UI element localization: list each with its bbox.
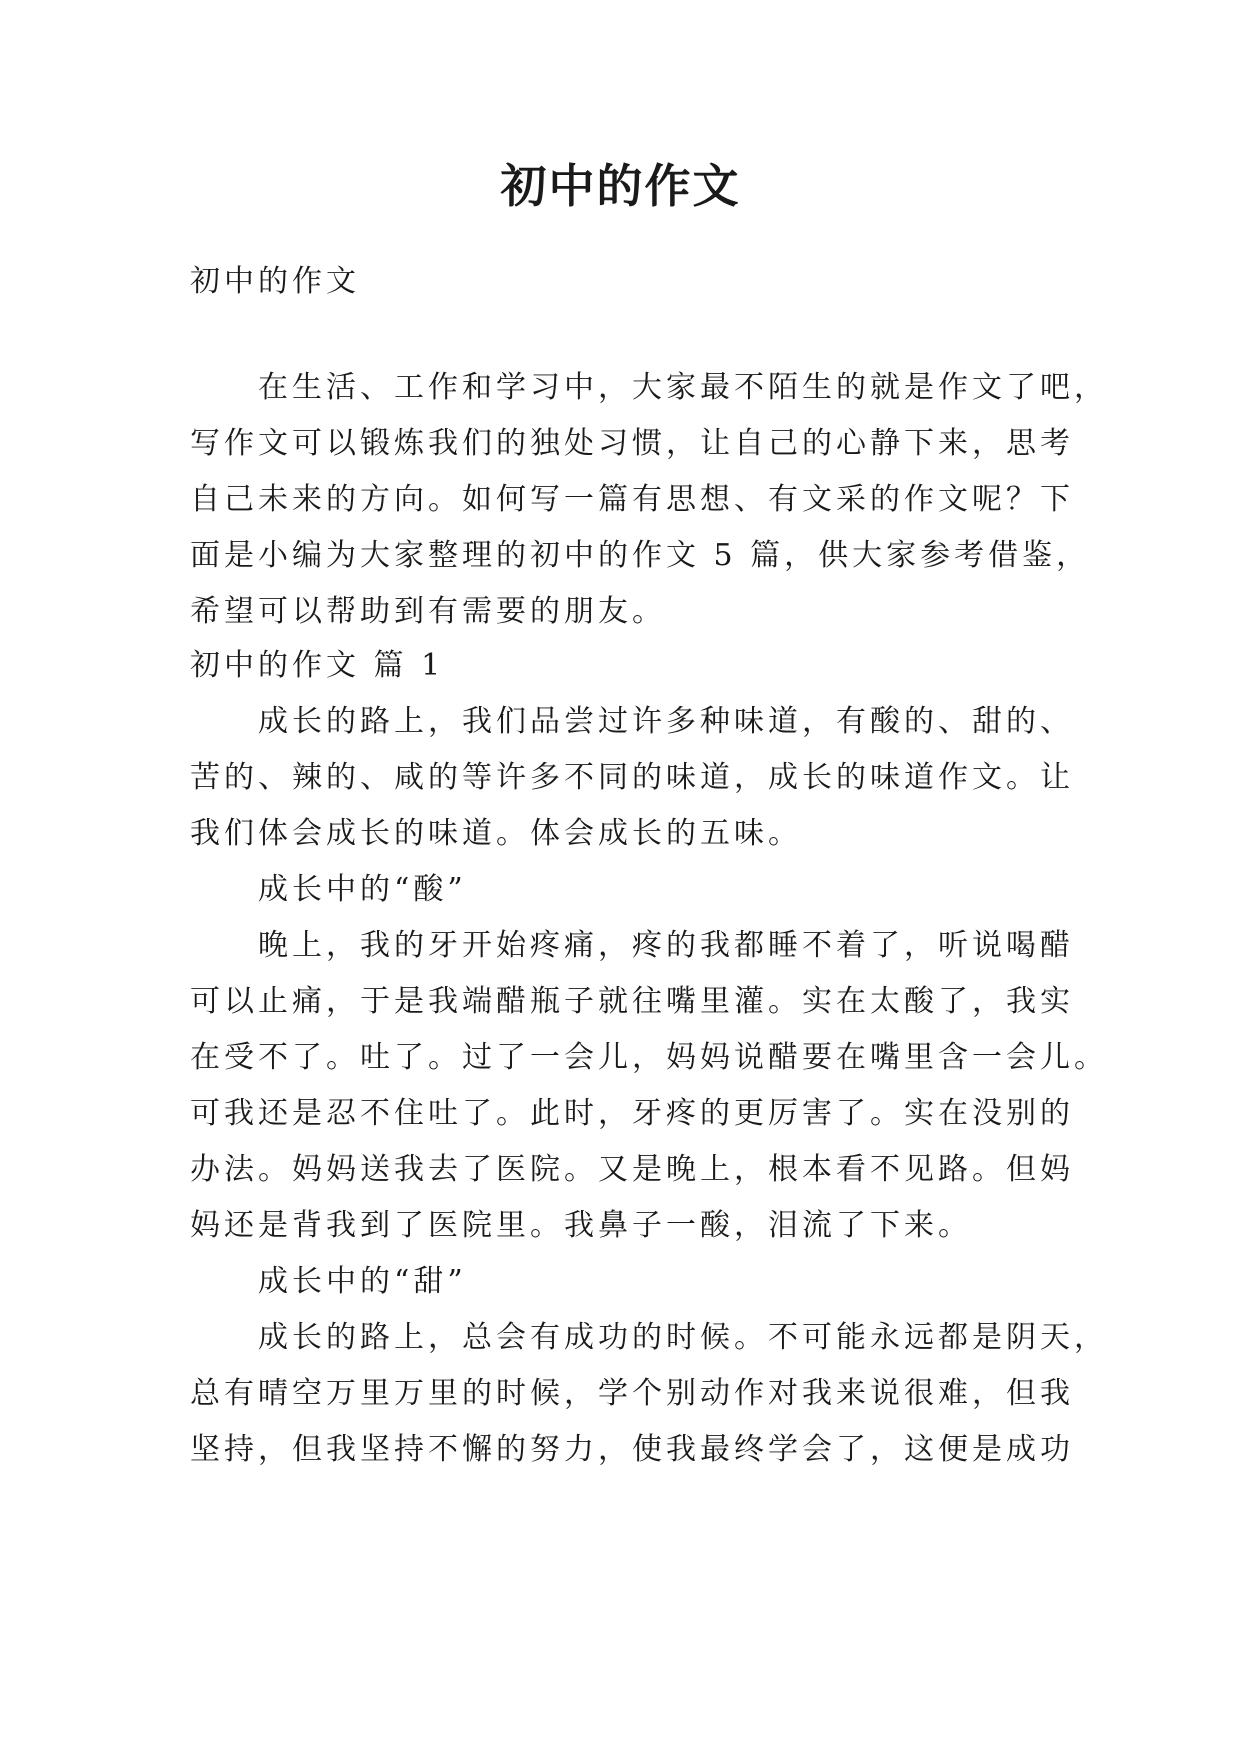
paragraph-line: 可以止痛，于是我端醋瓶子就往嘴里灌。实在太酸了，我实 (190, 984, 1074, 1019)
paragraph-line: 成长的路上，总会有成功的时候。不可能永远都是阴天， (258, 1320, 1108, 1355)
paragraph-line: 我们体会成长的味道。体会成长的五味。 (190, 816, 802, 851)
document-title: 初中的作文 (500, 159, 741, 213)
intro-line: 在生活、工作和学习中，大家最不陌生的就是作文了吧， (258, 370, 1108, 405)
intro-line: 写作文可以锻炼我们的独处习惯，让自己的心静下来，思考 (190, 426, 1074, 461)
section-heading: 初中的作文 篇 1 (190, 648, 445, 683)
subheading-sweet: 成长中的“甜” (258, 1264, 467, 1299)
intro-line: 自己未来的方向。如何写一篇有思想、有文采的作文呢？下 (190, 482, 1074, 517)
paragraph-line: 办法。妈妈送我去了医院。又是晚上，根本看不见路。但妈 (190, 1152, 1074, 1187)
paragraph-line: 晚上，我的牙开始疼痛，疼的我都睡不着了，听说喝醋 (258, 928, 1074, 963)
intro-line: 面是小编为大家整理的初中的作文 5 篇，供大家参考借鉴， (190, 538, 1091, 573)
intro-line: 希望可以帮助到有需要的朋友。 (190, 594, 666, 629)
paragraph-line: 可我还是忍不住吐了。此时，牙疼的更厉害了。实在没别的 (190, 1096, 1074, 1131)
paragraph-line: 在受不了。吐了。过了一会儿，妈妈说醋要在嘴里含一会儿。 (190, 1040, 1108, 1075)
paragraph-line: 总有晴空万里万里的时候，学个别动作对我来说很难，但我 (190, 1376, 1074, 1411)
paragraph-line: 妈还是背我到了医院里。我鼻子一酸，泪流了下来。 (190, 1208, 972, 1243)
document-subtitle: 初中的作文 (190, 264, 360, 299)
paragraph-line: 成长的路上，我们品尝过许多种味道，有酸的、甜的、 (258, 704, 1074, 739)
paragraph-line: 坚持，但我坚持不懈的努力，使我最终学会了，这便是成功 (190, 1432, 1074, 1467)
paragraph-line: 苦的、辣的、咸的等许多不同的味道，成长的味道作文。让 (190, 760, 1074, 795)
subheading-sour: 成长中的“酸” (258, 872, 467, 907)
